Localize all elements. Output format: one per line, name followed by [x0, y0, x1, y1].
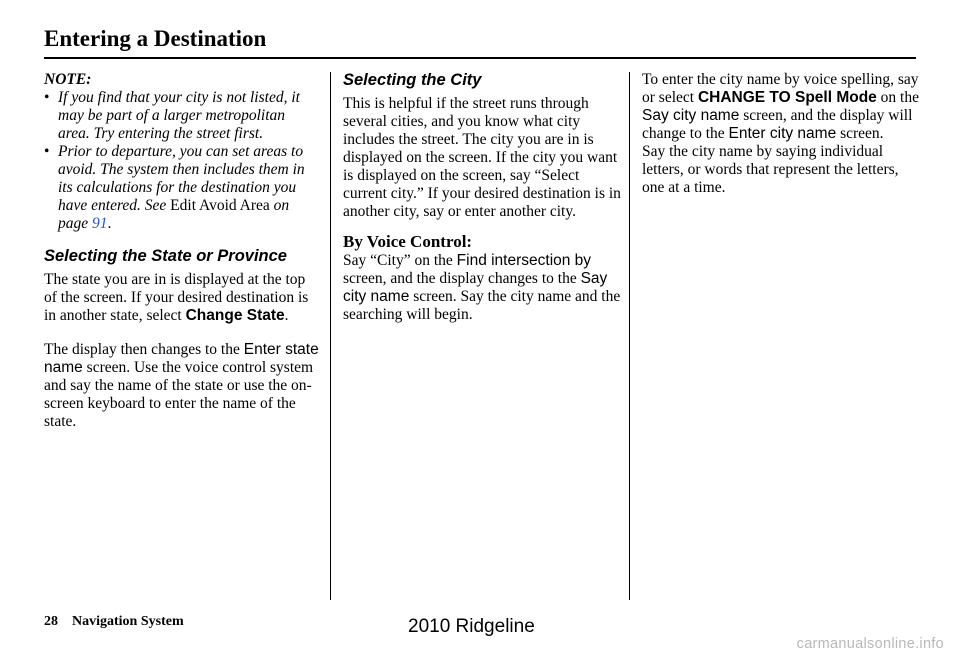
page-title: Entering a Destination	[44, 26, 267, 51]
spell-mode-label: CHANGE TO Spell Mode	[697, 89, 877, 106]
enter-city-name-label: Enter city name	[728, 125, 837, 142]
note-item: • Prior to departure, you can set areas to avoid. The system then includes them in its calculations for the destination you have entered. See Edit Avoid Area on page 91.	[44, 143, 305, 232]
paragraph: Say “City” on the Find intersection by screen, and the display changes to the Say city name screen. Say the city name and the searching will begin.	[343, 252, 621, 323]
note-list	[44, 89, 320, 233]
column-divider-left	[330, 72, 331, 600]
column-1	[44, 68, 320, 431]
find-intersection-label: Find intersection by	[456, 252, 592, 269]
watermark: carmanualsonline.info	[796, 636, 944, 652]
voice-control-heading: By Voice Control:	[343, 232, 473, 251]
paragraph: This is helpful if the street runs through several cities, and you know what city includes the street. The city you are in is displayed on the screen. If the city you want is displayed on the screen, say “Select current city.” If your desired destination is in another city, say or enter another city.	[343, 95, 621, 220]
column-divider-right	[629, 72, 630, 600]
paragraph: To enter the city name by voice spelling, say or select CHANGE TO Spell Mode on the Say city name screen, and the display will change to the Enter city name screen.	[642, 71, 919, 142]
section-heading-state: Selecting the State or Province	[44, 247, 287, 265]
say-city-name-label: Say city name	[642, 107, 740, 124]
paragraph: Say the city name by saying individual letters, or words that represent the letters, one at a time.	[642, 143, 899, 196]
title-rule	[44, 57, 916, 59]
page-link-91[interactable]: 91	[92, 215, 108, 232]
footer-model: 2010 Ridgeline	[408, 616, 535, 637]
paragraph: The state you are in is displayed at the top of the screen. If your desired destination is in another state, select Change State.	[44, 271, 309, 324]
footer-page-label	[44, 614, 184, 630]
footer-section: Navigation System	[72, 614, 184, 629]
enter-state-name-label: Enter state name	[44, 341, 319, 376]
section-heading-city: Selecting the City	[343, 71, 482, 89]
bullet-icon: •	[44, 89, 50, 106]
note-heading: NOTE:	[44, 71, 92, 88]
note-item: • If you find that your city is not listed, it may be part of a larger metropolitan area. Try entering the street first.	[44, 89, 300, 142]
change-state-label: Change State	[185, 307, 285, 324]
column-2	[343, 68, 621, 324]
paragraph: The display then changes to the Enter state name screen. Use the voice control system and say the name of the state or use the on-screen keyboard to enter the name of the state.	[44, 341, 319, 430]
page-number: 28	[44, 614, 58, 629]
bullet-icon: •	[44, 143, 50, 160]
column-3	[642, 68, 924, 197]
avoid-area-reference: Edit Avoid Area	[170, 197, 270, 214]
say-city-name-label: Say city name	[343, 270, 608, 305]
